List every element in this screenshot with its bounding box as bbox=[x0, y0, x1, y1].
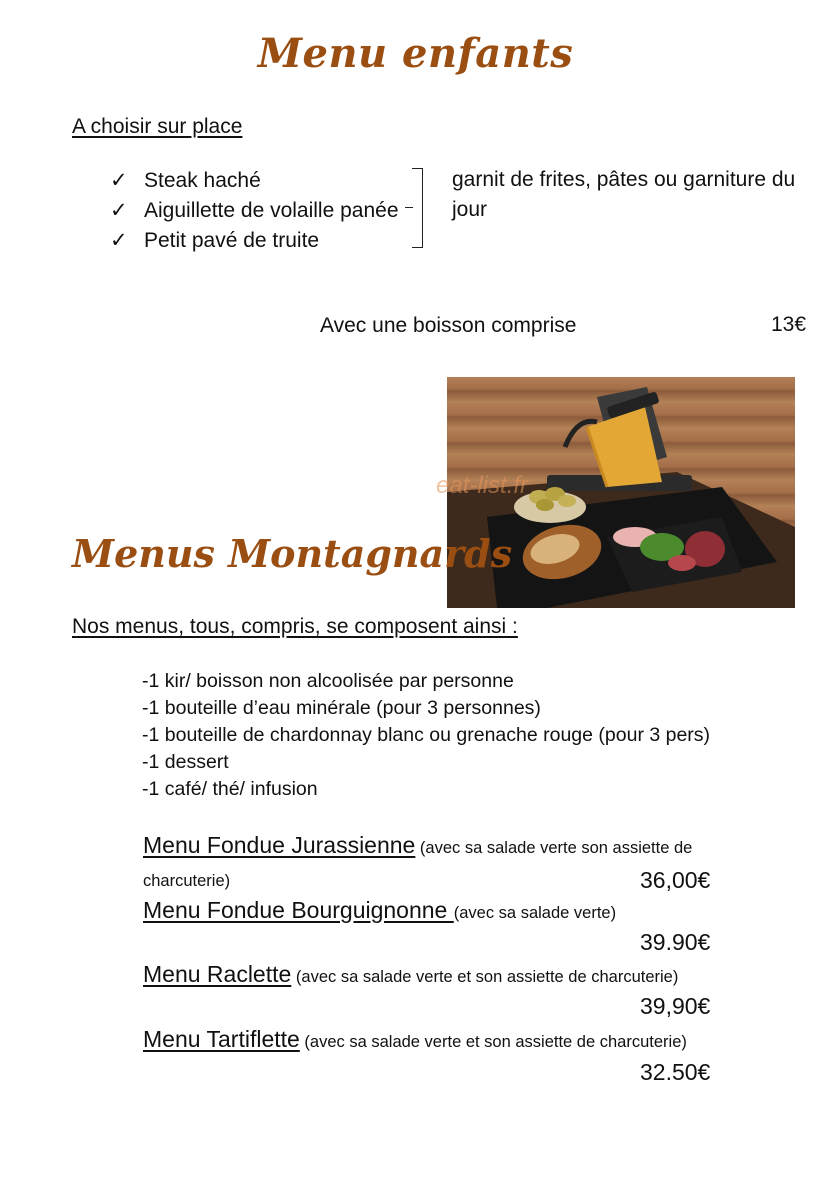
kids-side-text-2: jour bbox=[452, 198, 488, 221]
kids-price: 13€ bbox=[771, 313, 807, 336]
kids-item bbox=[110, 168, 261, 193]
menu-price: 39,90€ bbox=[640, 993, 711, 1019]
menu-description: (avec sa salade verte et son assiette de charcuterie) bbox=[299, 1033, 687, 1051]
bracket-tick bbox=[405, 207, 413, 208]
kids-item-label: Steak haché bbox=[144, 169, 261, 192]
menu-item bbox=[143, 961, 678, 988]
menu-description: (avec sa salade verte et son assiette de charcuterie) bbox=[291, 968, 679, 986]
check-icon: ✓ bbox=[110, 169, 128, 192]
mountain-menu-title: Menus Montagnards bbox=[72, 531, 513, 576]
mountain-intro: Nos menus, tous, compris, se composent ainsi : bbox=[72, 615, 518, 638]
watermark: eat-list.fr bbox=[436, 472, 529, 499]
menu-description: (avec sa salade verte son assiette de bbox=[415, 839, 693, 857]
menu-name: Menu Fondue Bourguignonne bbox=[143, 897, 454, 923]
kids-item-label: Petit pavé de truite bbox=[144, 229, 320, 252]
menu-item bbox=[143, 897, 616, 924]
kids-menu-title: Menu enfants bbox=[257, 30, 574, 77]
inclusion-item: -1 dessert bbox=[142, 751, 229, 773]
menu-price: 39.90€ bbox=[640, 929, 711, 955]
kids-drink-note: Avec une boisson comprise bbox=[320, 314, 577, 337]
bracket-divider bbox=[412, 168, 423, 248]
menu-price: 32.50€ bbox=[640, 1059, 711, 1085]
menu-name: Menu Raclette bbox=[143, 961, 292, 987]
inclusion-item: -1 bouteille de chardonnay blanc ou grenache rouge (pour 3 pers) bbox=[142, 724, 711, 746]
menu-price: 36,00€ bbox=[640, 867, 711, 893]
menu-description: (avec sa salade verte) bbox=[453, 904, 617, 922]
kids-item bbox=[110, 228, 319, 253]
menu-item bbox=[143, 832, 692, 859]
inclusion-item: -1 café/ thé/ infusion bbox=[142, 778, 318, 800]
kids-side-text-1: garnit de frites, pâtes ou garniture du bbox=[452, 168, 796, 191]
check-icon: ✓ bbox=[110, 199, 128, 222]
menu-name: Menu Tartiflette bbox=[143, 1026, 300, 1052]
menu-item bbox=[143, 1026, 687, 1053]
kids-menu-subtitle: A choisir sur place bbox=[72, 115, 243, 138]
inclusion-item: -1 bouteille d’eau minérale (pour 3 personnes) bbox=[142, 697, 541, 719]
check-icon: ✓ bbox=[110, 229, 128, 252]
inclusions-list bbox=[142, 668, 710, 803]
inclusion-item: -1 kir/ boisson non alcoolisée par personne bbox=[142, 670, 514, 692]
menu-description-cont: charcuterie) bbox=[143, 872, 231, 890]
menu-name: Menu Fondue Jurassienne bbox=[143, 832, 416, 858]
kids-item-label: Aiguillette de volaille panée bbox=[144, 199, 399, 222]
kids-item bbox=[110, 198, 399, 223]
